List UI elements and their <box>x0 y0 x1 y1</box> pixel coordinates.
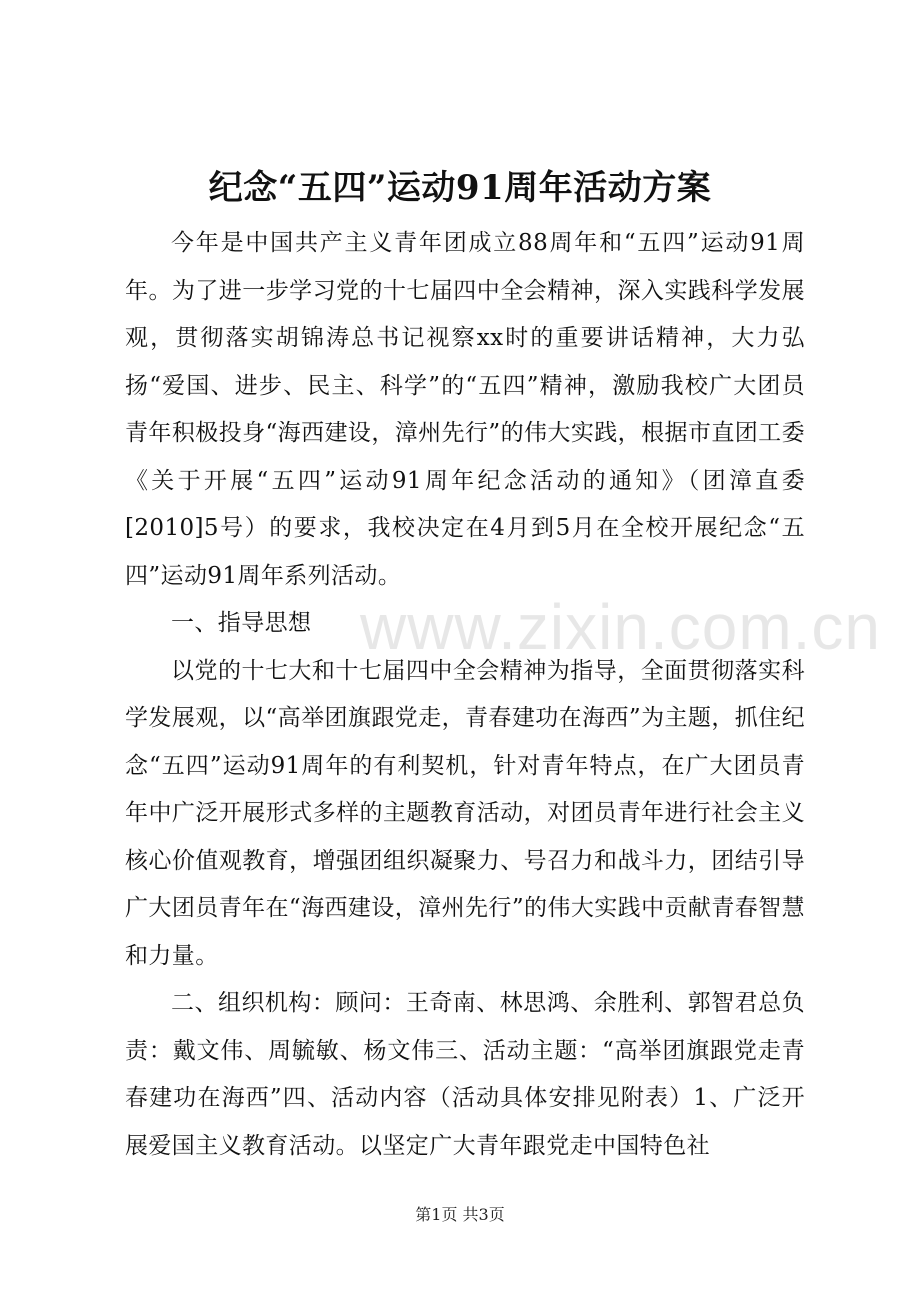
document-body <box>125 220 805 1170</box>
document-title: 纪念“五四”运动91周年活动方案 <box>208 168 712 208</box>
paragraph-intro: 今年是中国共产主义青年团成立88周年和“五四”运动91周年。为了进一步学习党的十七届四中全会精神，深入实践科学发展观，贯彻落实胡锦涛总书记视察xx时的重要讲话精神，大力弘扬“爱国、进步、民主、科学”的“五四”精神，激励我校广大团员青年积极投身“海西建设，漳州先行”的伟大实践，根据市直团工委《关于开展“五四”运动91周年纪念活动的通知》（团漳直委[2010]5号）的要求，我校决定在4月到5月在全校开展纪念“五四”运动91周年系列活动。 <box>125 230 805 589</box>
section-heading-guiding-ideology: 一、指导思想 <box>171 610 312 636</box>
page-footer: 第1页 共3页 <box>415 1205 505 1224</box>
paragraph-organization: 二、组织机构：顾问：王奇南、林思鸿、余胜利、郭智君总负责：戴文伟、周毓敏、杨文伟三、活动主题：“高举团旗跟党走青春建功在海西”四、活动内容（活动具体安排见附表）1、广泛开展爱国主义教育活动。以坚定广大青年跟党走中国特色社 <box>125 990 805 1159</box>
paragraph-guiding-ideology: 以党的十七大和十七届四中全会精神为指导，全面贯彻落实科学发展观，以“高举团旗跟党走，青春建功在海西”为主题，抓住纪念“五四”运动91周年的有利契机，针对青年特点，在广大团员青年中广泛开展形式多样的主题教育活动，对团员青年进行社会主义核心价值观教育，增强团组织凝聚力、号召力和战斗力，团结引导广大团员青年在“海西建设，漳州先行”的伟大实践中贡献青春智慧和力量。 <box>125 657 805 969</box>
watermark: www.zixin.com.cn <box>360 591 881 663</box>
